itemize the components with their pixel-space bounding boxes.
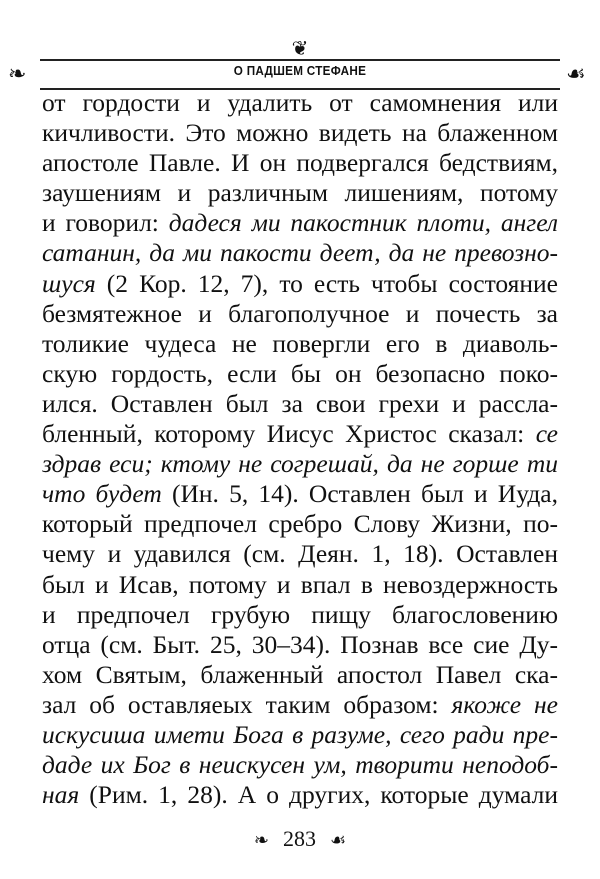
text-line [42, 630, 558, 660]
text-line [42, 690, 558, 720]
page-number: 283 [282, 826, 316, 851]
chapter-title: О ПАДШЕМ СТЕФАНЕ [233, 63, 367, 78]
italic-quotation: искусиша имети Бога в разуме, сего ради пре- [42, 719, 558, 749]
text-segment: кичливости. Это можно видеть на блаженном [42, 118, 558, 148]
text-line [42, 419, 558, 449]
text-segment: был и Исав, потому и впал в невоздержность [42, 569, 558, 599]
italic-quotation: се [535, 419, 558, 449]
text-segment: безмятежное и благополучное и почесть за [42, 298, 558, 328]
text-segment: (Рим. 1, 28). А о других, которые думали [79, 780, 558, 810]
text-segment: зал об оставляеых таким образом: [42, 689, 452, 719]
right-fleuron-icon: ☙ [566, 61, 586, 86]
text-segment: чему и удавился (см. Деян. 1, 18). Оставлен [42, 539, 558, 569]
italic-quotation: ная [42, 780, 80, 810]
text-line [42, 600, 558, 630]
text-line [42, 449, 558, 479]
italic-quotation: дадеся ми пакостник плоти, ангел [168, 208, 558, 238]
header-rule-top [40, 59, 560, 61]
text-line [42, 509, 558, 539]
italic-quotation: даде их Бог в неискусен ум, творити неподоб- [42, 750, 558, 780]
text-segment: который предпочел сребро Слову Жизни, по- [42, 509, 558, 539]
text-line [42, 720, 558, 750]
text-line [42, 178, 558, 208]
italic-quotation: сатанин, да ми пакости деет, да не превозно- [42, 238, 558, 268]
italic-quotation: шуся [42, 268, 96, 298]
text-segment: (2 Кор. 12, 7), то есть чтобы состояние [95, 268, 558, 298]
text-line [42, 389, 558, 419]
italic-quotation: здрав еси; ктому не согрешай, да не горше ти [42, 449, 558, 479]
text-segment: хом Святым, блаженный апостол Павел ска- [42, 659, 558, 689]
text-segment: заушениям и различным лишениям, потому [42, 178, 558, 208]
footer-right-fleuron-icon: ☙ [329, 830, 347, 850]
text-segment: толикие чудеса не повергли его в диаволь- [42, 328, 558, 358]
footer-left-fleuron-icon: ❧ [253, 830, 269, 850]
italic-quotation: что будет [42, 479, 162, 509]
text-line [42, 660, 558, 690]
text-segment: апостоле Павле. И он подвергался бедствиям, [42, 148, 558, 178]
text-segment: бленный, которому Иисус Христос сказал: [42, 419, 536, 449]
text-line [42, 238, 558, 268]
page-footer [0, 826, 600, 852]
text-line [42, 780, 558, 810]
text-line [42, 750, 558, 780]
body-text [42, 88, 558, 810]
left-fleuron-icon: ❧ [8, 61, 27, 86]
text-line [42, 269, 558, 299]
text-segment: и говорил: [42, 208, 169, 238]
italic-quotation: якоже не [451, 689, 558, 719]
text-line [42, 208, 558, 238]
text-line [42, 148, 558, 178]
text-line [42, 539, 558, 569]
text-line [42, 299, 558, 329]
text-line [42, 570, 558, 600]
header-ornament-icon: ❦ [291, 38, 309, 60]
text-segment: отца (см. Быт. 25, 30–34). Познав все сие Ду- [42, 629, 558, 659]
text-line [42, 359, 558, 389]
text-segment: от гордости и удалить от самомнения или [42, 88, 558, 117]
text-segment: скую гордость, если бы он безопасно поко- [42, 358, 558, 388]
text-segment: (Ин. 5, 14). Оставлен был и Иуда, [161, 479, 558, 509]
text-line [42, 329, 558, 359]
text-line [42, 118, 558, 148]
text-segment: и предпочел грубую пищу благословению [42, 599, 558, 629]
text-line [42, 88, 558, 118]
text-segment: ился. Оставлен был за свои грехи и рассла- [42, 388, 558, 418]
text-line [42, 479, 558, 509]
